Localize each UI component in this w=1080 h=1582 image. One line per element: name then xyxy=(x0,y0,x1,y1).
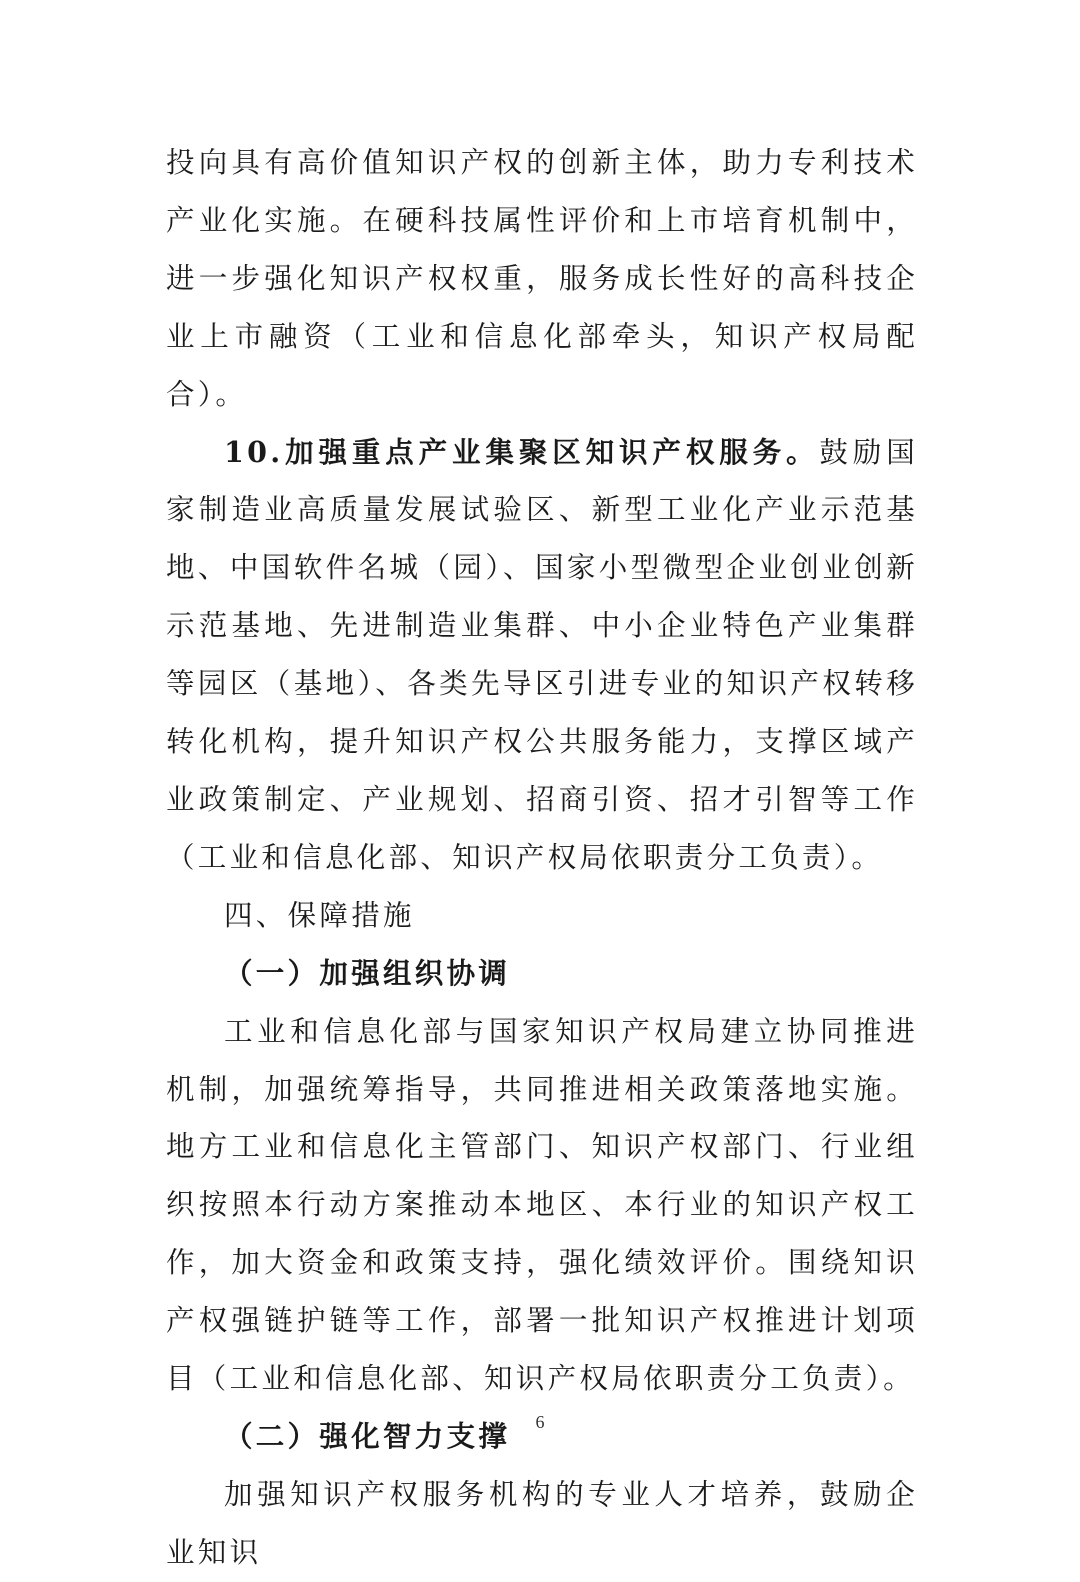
item-10-heading: 10.加强重点产业集聚区知识产权服务。 xyxy=(224,434,820,469)
body-text xyxy=(166,134,918,1582)
item-10-body: 鼓励国家制造业高质量发展试验区、新型工业化产业示范基地、中国软件名城（园）、国家小型微型企业创业创新示范基地、先进制造业集群、中小企业特色产业集群等园区（基地）、各类先导区引进专业的知识产权转移转化机构，提升知识产权公共服务能力，支撑区域产业政策制定、产业规划、招商引资、招才引智等工作（工业和信息化部、知识产权局依职责分工负责）。 xyxy=(166,435,918,874)
subsection-heading-1: （一）加强组织协调 xyxy=(224,955,511,990)
paragraph-item-10 xyxy=(166,424,918,887)
subsection-heading-2: （二）强化智力支撑 xyxy=(224,1418,511,1453)
section-heading-safeguards: 四、保障措施 xyxy=(224,898,415,932)
paragraph-talent-support: 加强知识产权服务机构的专业人才培养，鼓励企业知识 xyxy=(166,1477,918,1569)
paragraph-coordination: 工业和信息化部与国家知识产权局建立协同推进机制，加强统筹指导，共同推进相关政策落地实施。地方工业和信息化主管部门、知识产权部门、行业组织按照本行动方案推动本地区、本行业的知识产权工作，加大资金和政策支持，强化绩效评价。围绕知识产权强链护链等工作，部署一批知识产权推进计划项目（工业和信息化部、知识产权局依职责分工负责）。 xyxy=(166,1014,918,1396)
page-number: 6 xyxy=(535,1412,545,1432)
paragraph-continued: 投向具有高价值知识产权的创新主体，助力专利技术产业化实施。在硬科技属性评价和上市培育机制中，进一步强化知识产权权重，服务成长性好的高科技企业上市融资（工业和信息化部牵头，知识产权局配合）。 xyxy=(166,146,918,411)
